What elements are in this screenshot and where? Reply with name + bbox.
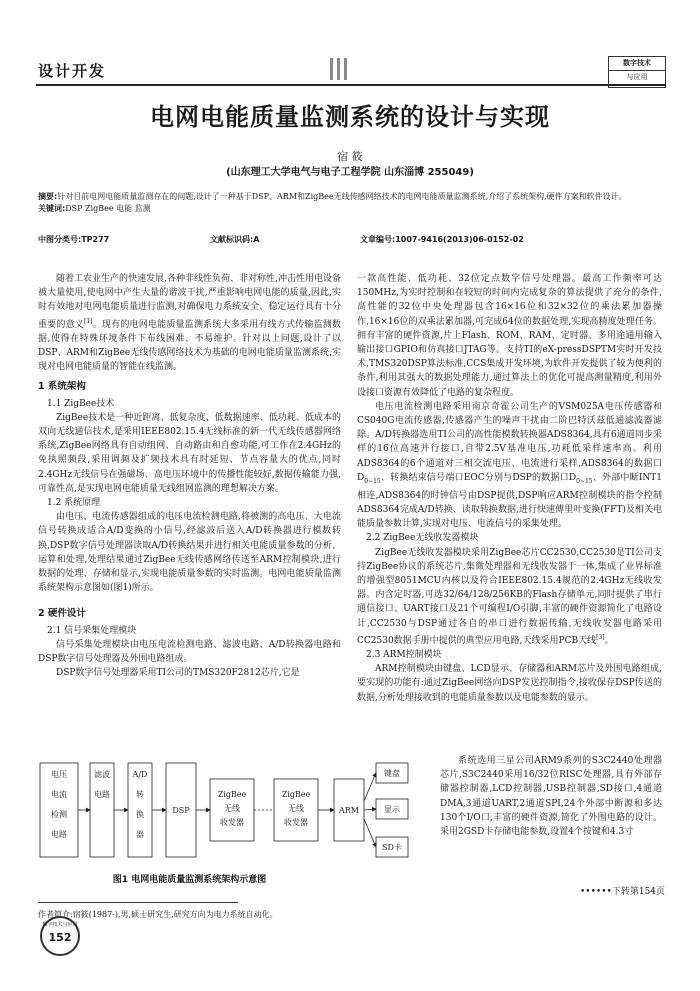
paragraph: 由电压、电流传感器组成的电压电流检测电路,将被测的高电压、大电流信号转换成适合A/D变换的小信号,经滤波后送入A/D转换器进行模数转换,DSP数字信号处理器读取A/D转换结果并进行相关电能质量参数的分析、运算和处理,处理结果通过ZigBee无线传感网络传送至ARM控制模块,进行数据的处理、存储和显示,实现电能质量参数的实时监测。电网电能质量监测系统架构示意图如(图1)所示。 (38, 512, 341, 594)
intro-paragraph: 随着工农业生产的快速发展,各种非线性负荷、非对称性,冲击性用电设备被大量使用,使电网中产生大量的谐波干扰,严重影响电网电能的质量,因此,实时有效地对电网电能质量进行监测,对确保电力系统安全、稳定运行具有十分重要的意义[1]。现有的电网电能质量监测系统大多采用有线方式传输监测数据,使得在特殊环境条件下布线困难、不易维护。针对以上问题,设计了以DSP、ARM和ZigBee无线传感网络技术为基础的电网电能质量监测系统,实现对电网电能质量的智能在线监测。 (38, 274, 341, 373)
block-label: ZigBee 无线收发器 (217, 790, 247, 827)
block-label: A/D 转换器 (132, 770, 148, 839)
right-column-continued (440, 754, 662, 839)
article-number: 文章编号:1007-9416(2013)06-0152-02 (360, 235, 524, 244)
block-label: 滤波电路 (94, 770, 110, 799)
block-label: 键盘 (384, 769, 400, 778)
header-decoration (330, 58, 351, 80)
paragraph: ARM控制模块由键盘、LCD显示、存储器和ARM芯片及外围电路组成,要实现的功能有:通过ZigBee网络向DSP发送控制指令,接收保存DSP传送的数据,分析处理接收到的电能质量参数以及电能参数的显示。 (357, 664, 662, 703)
logo-top-text: 数字技术 (609, 57, 665, 71)
heading-zigbee-module: 2.2 ZigBee无线收发器模块 (366, 533, 479, 544)
paragraph: ZigBee无线收发器模块采用ZigBee芯片CC2530,CC2530是TI公司支持ZigBee协议的系统芯片,集微处理器和无线收发器于一体,集成了业界标准的增强型8051MCU内核以及符合IEEE802.15.4规范的2.4GHz无线收发器。内含定时器,可选32/64/128/256KB的Flash存储单元,同时提供了串行通信接口、UART接口及21个可编程I/O引脚,丰富的硬件资源简化了电路设计,CC2530与DSP通过各自的串口进行数据传输,无线收发器电路采用CC2530数据手册中提供的典型应用电路,天线采用PCB天线[3]。 (357, 547, 662, 646)
heading-system-principle: 1.2 系统原理 (47, 498, 101, 509)
block-label: 电压电流检测电路 (51, 770, 67, 839)
abstract-text: 针对目前电网电能质量监测存在的问题,设计了一种基于DSP、ARM和ZigBee无线传感网络技术的电网电能质量监测系统,介绍了系统架构,硬件方案和软件设计。 (57, 192, 627, 201)
heading-zigbee: 1.1 ZigBee技术 (47, 398, 115, 409)
heading-system-architecture: 1 系统架构 (38, 381, 86, 393)
heading-signal-module: 2.1 信号采集处理模块 (47, 625, 137, 636)
paragraph: 电压电流检测电路采用南京奇霍公司生产的VSM025A电压传感器和CS040G电流传感器,传感器产生的噪声干扰由二阶巴特沃兹低通滤波器滤除。A/D转换器选用TI公司的高性能模数转换器ADS8364,具有6通道同步采样的16位高速并行接口,自带2.5V基准电压,功耗低采样速率高。利用ADS8364的6个通道对三相交流电压、电流进行采样,ADS8364的数据口$D_{0\sim 15}$、转换结束信号端口EOC分别与DSP的数据口$D_{0\sim 15}$、外部中断INT1相连,ADS8364的时钟信号由DSP提供,DSP响应ARM控制模块的指令控制ADS8364完成A/D转换、读取转换数据,进行快速傅里叶变换(FFT)及相关电能质量参数计算,实现对电压、电流信号的采集处理。 (357, 401, 662, 530)
paragraph: DSP数字信号处理器采用TI公司的TMS320F2812芯片,它是 (56, 668, 300, 679)
abstract-block (38, 191, 662, 215)
heading-hardware-design: 2 硬件设计 (38, 608, 86, 620)
keywords-label: 关键词: (38, 204, 66, 213)
article-title: 电网电能质量监测系统的设计与实现 (150, 102, 550, 131)
right-column (357, 272, 662, 705)
paragraph: 信号采集处理模块由电压电流检测电路、滤波电路、A/D转换器电路和DSP数字信号处理器及外围电路组成。 (38, 639, 341, 665)
section-label: 设计开发 (38, 62, 107, 80)
keywords-text: DSP ZigBee 电能 监测 (65, 204, 151, 213)
block-label: ZigBee 无线收发器 (281, 790, 311, 827)
left-column (38, 272, 341, 680)
header-rule (36, 84, 666, 86)
paragraph: 系统选用三星公司ARM9系列的S3C2440处理器芯片,S3C2440采用16/32位RISC处理器,具有外部存储器控制器,LCD控制器,USB控制器,SD接口,4通道DMA,3通道UART,2通道SPI,24个外部中断源和多达130个I/O口,丰富的硬件资源,简化了外围电路的设计。采用2GSD卡存储电能参数,设置4个按键和4.3寸 (440, 756, 662, 838)
affiliation: (山东理工大学电气与电子工程学院 山东淄博 255049) (226, 167, 474, 178)
paragraph: ZigBee技术是一种近距离、低复杂度、低数据速率、低功耗、低成本的双向无线通信技术,是采用IEEE802.15.4无线标准的新一代无线传感器网络系统,ZigBee网络具有自动组网、自动路由和自愈功能,可工作在2.4GHz的免执照频段,采用调频及扩频技术具有时延短、节点容量大的优点,同时2.4GHz无线信号在强磁场、高电压环境中的传播性能较好,数据传输能力强,可靠性高,是实现电网电能质量无线组网监测的理想解决方案。 (38, 412, 341, 494)
block-label: ARM (339, 806, 359, 815)
block-label: SD卡 (382, 843, 402, 852)
paragraph: 一款高性能、低功耗、32位定点数字信号处理器。最高工作频率可达150MHz,为实时控制和在较短的时间内完成复杂的算法提供了充分的条件,高性能的32位中央处理器包含16×16位和32×32位的乘法累加器操作,16×16位的双乘法累加器,可完成64位的数据处理,实现高精度处理任务。拥有丰富的硬件资源,片上Flash、ROM、RAM、定时器、多用途通用输入输出接口GPIO和仿真接口JTAG等。支持TI的eX-pressDSPTM实时开发技术,TMS320DSP算法标准,CCS集成开发环境,为软件开发提供了较为便利的条件,利用其强大的数据处理能力,通过算法上的优化可提高测量精度,利用外设接口资源有效降低了电路的复杂程度。 (357, 274, 662, 398)
author: 宿 筱 (337, 150, 363, 163)
author-footnote: 作者简介:宿筱(1987-),男,硕士研究生,研究方向为电力系统自动化。 (38, 910, 278, 919)
heading-arm-module: 2.3 ARM控制模块 (366, 650, 442, 661)
continued-note: ••••••下转第154页 (580, 887, 666, 897)
system-diagram (38, 761, 416, 861)
figure-caption: 图1 电网电能质量监测系统架构示意图 (112, 875, 267, 885)
abstract-label: 摘要: (38, 192, 58, 201)
block-label: DSP (172, 806, 190, 815)
block-label: 显示 (384, 805, 400, 814)
clc-number: 中图分类号:TP277 (38, 235, 110, 244)
page-number-badge (40, 916, 80, 956)
logo-bottom-text: 与应用 (626, 73, 648, 81)
page-number: 152 (48, 931, 72, 944)
badge-arc-text: 数字技术与应用 (42, 922, 78, 928)
footnote-rule (38, 902, 238, 903)
doc-code: 文献标识码:A (210, 235, 260, 244)
